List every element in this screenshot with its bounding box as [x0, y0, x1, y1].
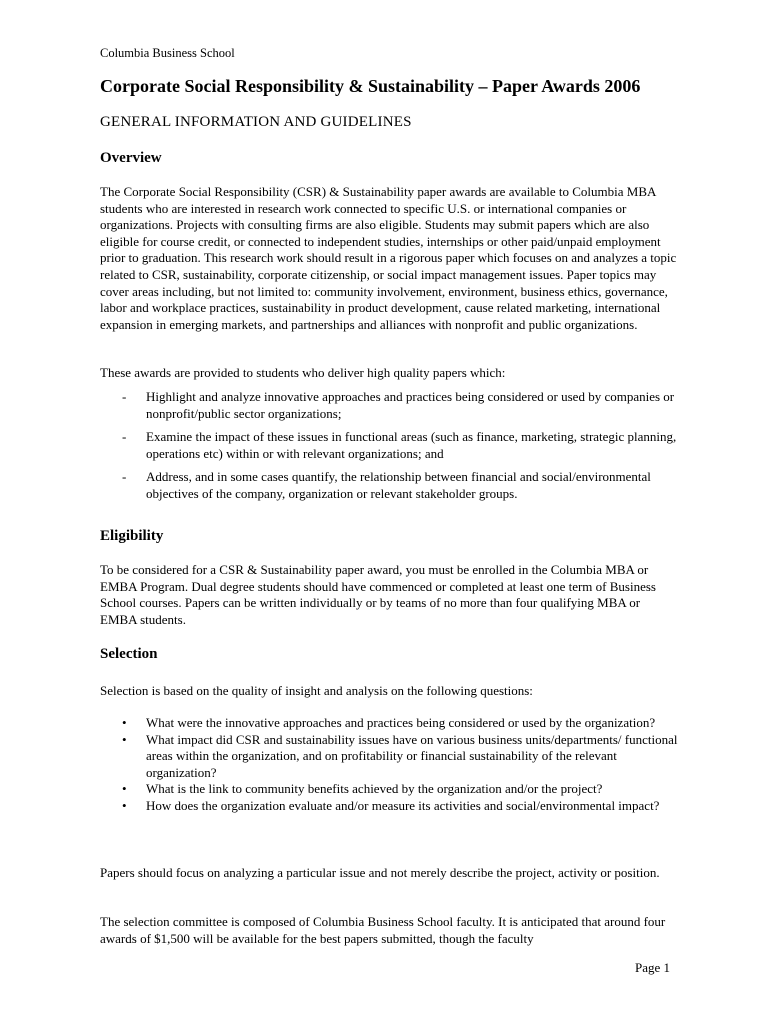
list-item [100, 781, 680, 798]
list-item [100, 715, 680, 732]
eligibility-heading: Eligibility [100, 528, 164, 544]
bullet-marker: • [122, 781, 127, 797]
bullet-marker: • [122, 731, 127, 747]
bullet-marker: • [122, 715, 127, 730]
list-item-text: Examine the impact of these issues in functional areas (such as finance, marketing, strategic planning, operations etc) within or with relevant organizations; and [146, 429, 677, 461]
overview-list [100, 389, 680, 510]
list-item [100, 469, 680, 502]
list-item [100, 429, 680, 462]
dash-marker: - [122, 429, 127, 445]
dash-marker: - [122, 469, 127, 485]
overview-paragraph: The Corporate Social Responsibility (CSR) & Sustainability paper awards are available to Columbia MBA students who are interested in research work connected to specific U.S. or international companies or organizations. Projects with consulting firms are also eligible. Students may submit papers which are also eligible for course credit, or connected to independent studies, internships or other paid/unpaid employment prior to graduation. This research work should result in a rigorous paper which focuses on and analyzes a topic related to CSR, sustainability, corporate citizenship, or social impact management issues. Paper topics may cover areas including, but not limited to: community involvement, environment, business ethics, governance, labor and workplace practices, sustainability in product development, cause related marketing, international expansion in emerging markets, and partnerships and alliances with nonprofit and public organizations. [100, 184, 677, 332]
list-item-text: What impact did CSR and sustainability issues have on various business units/departments/ functional areas within the organization, and on profitability or financial sustainability of the relevant organization? [146, 731, 678, 780]
dash-marker: - [122, 389, 127, 404]
overview-heading: Overview [100, 150, 162, 166]
eligibility-paragraph: To be considered for a CSR & Sustainability paper award, you must be enrolled in the Columbia MBA or EMBA Program. Dual degree students should have commenced or completed at least one term of Business School courses. Papers can be written individually or by teams of no more than four qualifying MBA or EMBA students. [100, 562, 656, 627]
list-item [100, 732, 680, 782]
list-item-text: How does the organization evaluate and/or measure its activities and social/environmental impact? [146, 797, 660, 813]
list-item-text: What is the link to community benefits achieved by the organization and/or the project? [146, 781, 603, 797]
list-item [100, 798, 680, 815]
focus-paragraph: Papers should focus on analyzing a particular issue and not merely describe the project, activity or position. [100, 865, 660, 880]
list-item-text: Address, and in some cases quantify, the relationship between financial and social/environmental objectives of the company, organization or relevant stakeholder groups. [146, 469, 651, 501]
page-number: Page 1 [634, 960, 670, 975]
list-item [100, 389, 680, 422]
section-heading: GENERAL INFORMATION AND GUIDELINES [100, 114, 412, 130]
selection-intro: Selection is based on the quality of insight and analysis on the following questions: [100, 683, 533, 698]
selection-list [100, 715, 680, 815]
bullet-marker: • [122, 797, 127, 813]
document-title: Corporate Social Responsibility & Sustainability – Paper Awards 2006 [100, 76, 641, 96]
list-item-text: Highlight and analyze innovative approaches and practices being considered or used by companies or nonprofit/public sector organizations; [146, 389, 675, 421]
overview-intro: These awards are provided to students who deliver high quality papers which: [100, 365, 506, 380]
selection-heading: Selection [100, 646, 158, 662]
list-item-text: What were the innovative approaches and practices being considered or used by the organization? [146, 715, 656, 730]
running-header: Columbia Business School [100, 46, 235, 60]
committee-paragraph: The selection committee is composed of Columbia Business School faculty. It is anticipated that around four awards of $1,500 will be available for the best papers submitted, though the faculty [100, 914, 666, 946]
